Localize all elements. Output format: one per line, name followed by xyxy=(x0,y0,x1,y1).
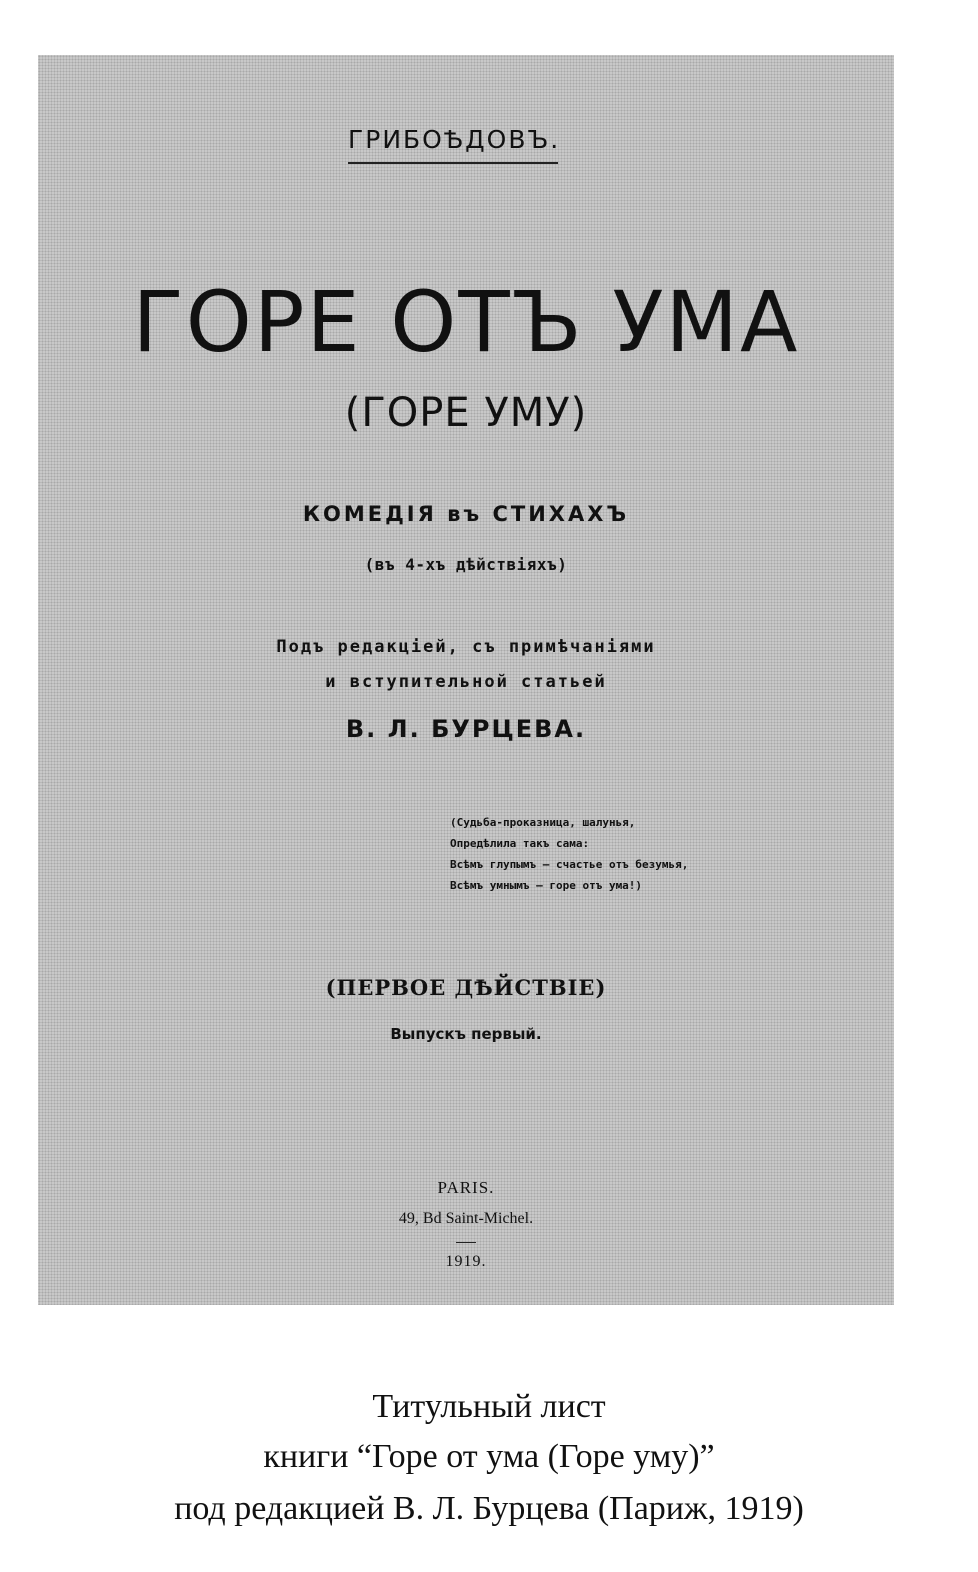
separator-dash xyxy=(456,1242,476,1243)
epigraph-line: Всѣмъ глупымъ — счастье отъ безумья, xyxy=(450,858,689,871)
acts-line: (въ 4-хъ дѣйствіяхъ) xyxy=(364,555,568,574)
publication-year: 1919. xyxy=(445,1253,487,1270)
publisher-city: PARIS. xyxy=(437,1178,495,1197)
epigraph xyxy=(450,812,830,896)
part-line: (ПЕРВОЕ ДѢЙСТВІЕ) xyxy=(325,975,607,1000)
book-subtitle: (ГОРЕ УМУ) xyxy=(344,390,588,436)
editor-line-1: Подъ редакціей, съ примѣчаніями xyxy=(276,637,656,657)
epigraph-line: Опредѣлила такъ сама: xyxy=(450,837,590,850)
genre-line: КОМЕДІЯ въ СТИХАХЪ xyxy=(302,502,630,526)
author-name: ГРИБОѢДОВЪ. xyxy=(348,125,558,164)
book-title: ГОРЕ ОТЪ УМА xyxy=(132,273,800,371)
caption-line-3: под редакцией В. Л. Бурцева (Париж, 1919) xyxy=(174,1490,804,1527)
epigraph-line: Всѣмъ умнымъ — горе отъ ума!) xyxy=(450,879,643,892)
issue-line: Выпускъ первый. xyxy=(390,1025,542,1043)
caption-line-2: книги “Горе от ума (Горе уму)” xyxy=(263,1438,715,1475)
editor-line-2: и вступительной статьей xyxy=(325,672,607,692)
title-page-scan xyxy=(38,55,894,1305)
caption-line-1: Титульный лист xyxy=(372,1388,606,1425)
epigraph-line: (Судьба-проказница, шалунья, xyxy=(450,816,636,829)
editor-name: В. Л. БУРЦЕВА. xyxy=(345,715,587,743)
publisher-address: 49, Bd Saint-Michel. xyxy=(398,1210,534,1227)
